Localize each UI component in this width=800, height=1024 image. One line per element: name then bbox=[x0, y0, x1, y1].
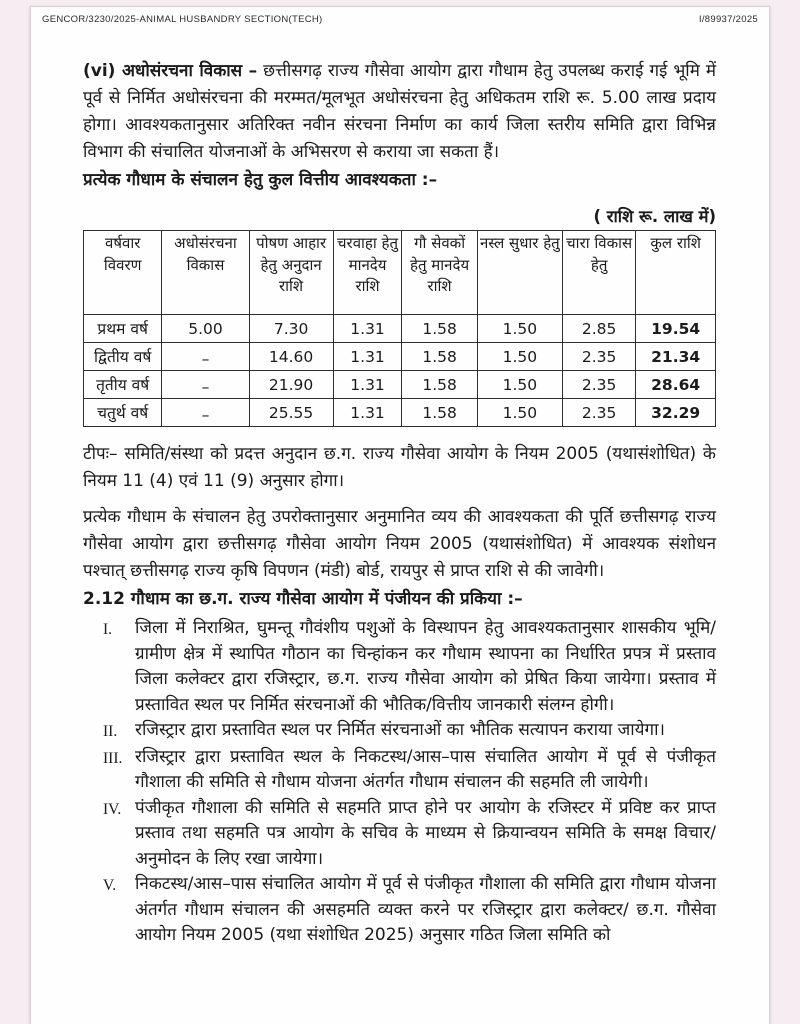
year-1-total: 19.54 bbox=[636, 315, 716, 343]
section-vi-text: छत्तीसगढ़ राज्य गौसेवा आयोग द्वारा गौधाम हेतु उपलब्ध कराई गई भूमि में पूर्व से निर्मित अधोसंरचना की मरम्मत/मूलभूत अधोसंरचना हेतु अधिकतम राशि रू. 5.00 लाख प्रदाय होगा। आवश्यकतानुसार अतिरिक्त नवीन संरचना निर्माण का कार्य जिला स्तरीय समिति द्वारा विभिन्न विभाग की संचालित योजनाओं के अभिसरण से कराया जा सकता हैं। bbox=[83, 61, 717, 162]
year-4-label: चतुर्थ वर्ष bbox=[84, 399, 162, 427]
note-text: समिति/संस्था को प्रदत्त अनुदान छ.ग. राज्य गौसेवा आयोग के नियम 2005 (यथासंशोधित) के नियम 11 (4) एवं 11 (9) अनुसार होगा। bbox=[83, 444, 716, 491]
col-header-total: कुल राशि bbox=[636, 231, 716, 315]
col-header-herdsman-pay: चरवाहा हेतु मानदेय राशि bbox=[333, 231, 402, 315]
financial-requirement-heading: प्रत्येक गौधाम के संचालन हेतु कुल वित्तीय आवश्यकता :– bbox=[83, 170, 438, 190]
col-header-gau-sevak-pay: गौ सेवकों हेतु मानदेय राशि bbox=[402, 231, 477, 315]
list-item-number: III. bbox=[103, 749, 123, 767]
list-item bbox=[83, 745, 716, 796]
table-header-row bbox=[84, 231, 716, 315]
list-item-text: रजिस्ट्रार द्वारा प्रस्तावित स्थल पर निर्मित संरचनाओं का भौतिक सत्यापन कराया जायेगा। bbox=[135, 720, 665, 740]
document-body bbox=[83, 58, 716, 949]
note-paragraph bbox=[83, 441, 716, 495]
year-4-total: 32.29 bbox=[636, 399, 716, 427]
year-1-label: प्रथम वर्ष bbox=[84, 315, 162, 343]
list-item bbox=[83, 872, 716, 949]
col-header-nutrition-grant: पोषण आहार हेतु अनुदान राशि bbox=[249, 231, 333, 315]
year-2-label: द्वितीय वर्ष bbox=[84, 343, 162, 371]
col-header-infrastructure: अधोसंरचना विकास bbox=[162, 231, 249, 315]
funding-source-paragraph: प्रत्येक गौधाम के संचालन हेतु उपरोक्तानुसार अनुमानित व्यय की आवश्यकता की पूर्ति छत्तीसगढ़ राज्य गौसेवा आयोग द्वारा छत्तीसगढ़ गौसेवा आयोग नियम 2005 (यथासंशोधित) में आवश्यक संशोधन पश्चात् छत्तीसगढ़ राज्य कृषि विपणन (मंडी) बोर्ड, रायपुर से प्राप्त राशि से की जावेगी। bbox=[83, 507, 716, 581]
document-reference-number: GENCOR/3230/2025-ANIMAL HUSBANDRY SECTION(TECH) bbox=[42, 14, 323, 25]
year-1-breed: 1.50 bbox=[477, 315, 562, 343]
year-3-nutrition: 21.90 bbox=[249, 371, 333, 399]
list-item-text: जिला में निराश्रित, घुमन्तू गौवंशीय पशुओं के विस्थापन हेतु आवश्यकतानुसार शासकीय भूमि/ग्रामीण क्षेत्र में स्थापित गौठान का चिन्हांकन कर गौधाम स्थापना का निर्धारित प्रपत्र में प्रस्ताव जिला कलेक्टर द्वारा रजिस्ट्रार, छ.ग. राज्य गौसेवा आयोग को प्रेषित किया जायेगा। प्रस्ताव में प्रस्तावित स्थल पर निर्मित संरचनाओं की भौतिक/वित्तीय जानकारी संलग्न होगी। bbox=[135, 618, 716, 715]
list-item bbox=[83, 718, 716, 745]
list-item bbox=[83, 796, 716, 873]
year-3-infrastructure: – bbox=[162, 371, 249, 399]
year-2-herdsman: 1.31 bbox=[333, 343, 402, 371]
year-2-total: 21.34 bbox=[636, 343, 716, 371]
year-2-breed: 1.50 bbox=[477, 343, 562, 371]
year-1-herdsman: 1.31 bbox=[333, 315, 402, 343]
section-vi-title: (vi) अधोसंरचना विकास – bbox=[83, 61, 258, 81]
year-4-infrastructure: – bbox=[162, 399, 249, 427]
year-3-breed: 1.50 bbox=[477, 371, 562, 399]
year-3-gau-sevak: 1.58 bbox=[402, 371, 477, 399]
list-item-text: रजिस्ट्रार द्वारा प्रस्तावित स्थल के निकटस्थ/आस–पास संचालित आयोग में पूर्व से पंजीकृत गौशाला की समिति से गौधाम योजना अंतर्गत गौधाम संचालन की सहमति ली जायेगी। bbox=[135, 746, 716, 792]
section-vi-paragraph bbox=[83, 58, 716, 166]
table-row-year-1 bbox=[84, 315, 716, 343]
financial-requirement-table bbox=[83, 230, 716, 427]
year-1-infrastructure: 5.00 bbox=[162, 315, 249, 343]
year-1-fodder: 2.85 bbox=[563, 315, 636, 343]
list-item-text: निकटस्थ/आस–पास संचालित आयोग में पूर्व से पंजीकृत गौशाला की समिति द्वारा गौधाम योजना अंतर्गत गौधाम संचालन की असहमति व्यक्त करने पर रजिस्ट्रार द्वारा कलेक्टर/ छ.ग. गौसेवा आयोग नियम 2005 (यथा संशोधित 2025) अनुसार गठित जिला समिति को bbox=[135, 874, 716, 945]
year-4-herdsman: 1.31 bbox=[333, 399, 402, 427]
year-4-gau-sevak: 1.58 bbox=[402, 399, 477, 427]
table-row-year-4 bbox=[84, 399, 716, 427]
list-item-number: IV. bbox=[103, 800, 122, 818]
year-3-herdsman: 1.31 bbox=[333, 371, 402, 399]
col-header-year: वर्षवार विवरण bbox=[84, 231, 162, 315]
table-row-year-2 bbox=[84, 343, 716, 371]
year-1-gau-sevak: 1.58 bbox=[402, 315, 477, 343]
year-2-gau-sevak: 1.58 bbox=[402, 343, 477, 371]
year-2-fodder: 2.35 bbox=[563, 343, 636, 371]
table-row-year-3 bbox=[84, 371, 716, 399]
year-2-nutrition: 14.60 bbox=[249, 343, 333, 371]
list-item bbox=[83, 616, 716, 718]
year-3-fodder: 2.35 bbox=[563, 371, 636, 399]
year-2-infrastructure: – bbox=[162, 343, 249, 371]
registration-process-list bbox=[83, 616, 716, 949]
year-3-total: 28.64 bbox=[636, 371, 716, 399]
list-item-number: V. bbox=[103, 877, 117, 894]
col-header-fodder-development: चारा विकास हेतु bbox=[563, 231, 636, 315]
year-1-nutrition: 7.30 bbox=[249, 315, 333, 343]
list-item-text: पंजीकृत गौशाला की समिति से सहमति प्राप्त होने पर आयोग के रजिस्टर में प्रविष्ट कर प्राप्त प्रस्ताव तथा सहमति पत्र आयोग के सचिव के माध्यम से क्रियान्वयन समिति के समक्ष विचार/अनुमोदन के लिए रखा जायेगा। bbox=[135, 797, 716, 869]
amount-unit-note: ( राशि रू. लाख में) bbox=[593, 207, 716, 226]
list-item-number: I. bbox=[103, 621, 113, 638]
year-4-breed: 1.50 bbox=[477, 399, 562, 427]
list-item-number: II. bbox=[103, 723, 118, 740]
registration-process-heading: 2.12 गौधाम का छ.ग. राज्य गौसेवा आयोग में पंजीयन की प्रकिया :– bbox=[83, 589, 523, 609]
document-page bbox=[30, 6, 770, 1024]
col-header-breed-improvement: नस्ल सुधार हेतु bbox=[477, 231, 562, 315]
document-meta-header bbox=[42, 14, 758, 25]
year-4-fodder: 2.35 bbox=[563, 399, 636, 427]
year-4-nutrition: 25.55 bbox=[249, 399, 333, 427]
note-label: टीपः– bbox=[83, 444, 118, 464]
year-3-label: तृतीय वर्ष bbox=[84, 371, 162, 399]
document-file-number: I/89937/2025 bbox=[698, 14, 758, 25]
